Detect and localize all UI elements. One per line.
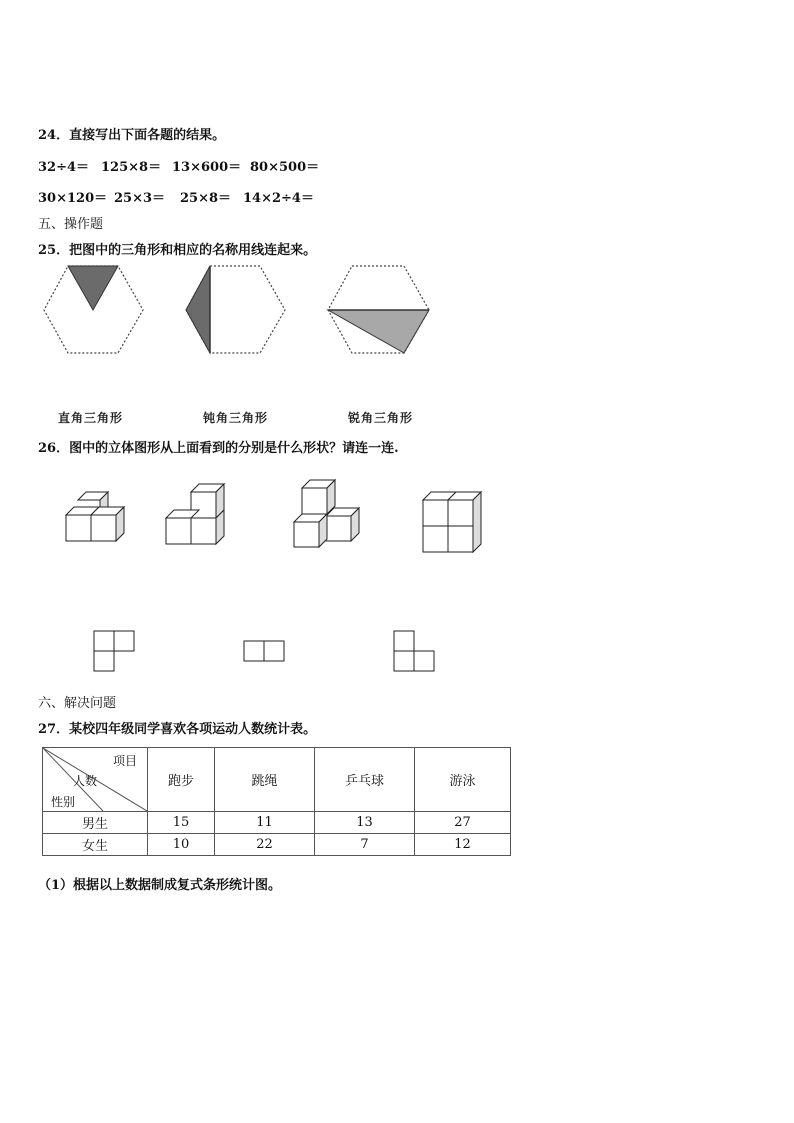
table-cell: 10 xyxy=(148,834,215,856)
column-header: 跳绳 xyxy=(215,748,315,812)
corner-bottom-label: 性别 xyxy=(51,795,76,809)
hexagon-2 xyxy=(186,266,285,353)
expr: 25×3＝ xyxy=(114,191,166,206)
solid-3 xyxy=(294,480,359,547)
hexagon-3 xyxy=(328,266,429,353)
sports-stats-table xyxy=(42,747,511,856)
label-obtuse-triangle: 钝角三角形 xyxy=(203,411,269,425)
top-views xyxy=(90,628,440,676)
diagonal-header-cell xyxy=(43,748,148,812)
hexagon-1 xyxy=(44,266,143,353)
right-triangle-shape xyxy=(68,266,118,310)
table-cell: 27 xyxy=(415,812,511,834)
table-row xyxy=(43,834,511,856)
expr: 32÷4＝ xyxy=(38,160,90,175)
column-header: 跑步 xyxy=(148,748,215,812)
q25-title: 25．把图中的三角形和相应的名称用线连起来。 xyxy=(38,243,317,258)
top-view-1 xyxy=(94,631,134,671)
label-right-triangle: 直角三角形 xyxy=(58,411,124,425)
table-cell: 15 xyxy=(148,812,215,834)
q27-subquestion-1: （1）根据以上数据制成复式条形统计图。 xyxy=(38,878,282,893)
corner-top-label: 项目 xyxy=(112,754,137,768)
section-heading: 六、解决问题 xyxy=(38,696,117,711)
label-acute-triangle: 锐角三角形 xyxy=(348,411,414,425)
corner-mid-label: 人数 xyxy=(73,774,98,788)
hexagon-figures xyxy=(40,262,440,362)
q27-title: 27．某校四年级同学喜欢各项运动人数统计表。 xyxy=(38,722,317,737)
row-label: 女生 xyxy=(43,834,148,856)
solid-1 xyxy=(66,492,124,541)
q24-title: 24．直接写出下面各题的结果。 xyxy=(38,128,226,143)
table-cell: 12 xyxy=(415,834,511,856)
table-cell: 7 xyxy=(315,834,415,856)
table-cell: 22 xyxy=(215,834,315,856)
row-label: 男生 xyxy=(43,812,148,834)
solid-4 xyxy=(423,492,481,552)
expr: 125×8＝ xyxy=(101,160,162,175)
section-heading: 五、操作题 xyxy=(38,217,104,232)
column-header: 乒乓球 xyxy=(315,748,415,812)
acute-triangle-shape xyxy=(328,310,429,353)
expr: 30×120＝ xyxy=(38,191,108,206)
table-row xyxy=(43,812,511,834)
expr: 14×2÷4＝ xyxy=(243,191,314,206)
table-cell: 13 xyxy=(315,812,415,834)
column-header: 游泳 xyxy=(415,748,511,812)
expr: 13×600＝ xyxy=(172,160,242,175)
q26-title: 26．图中的立体图形从上面看到的分别是什么形状？请连一连. xyxy=(38,441,399,456)
cube-solids xyxy=(60,478,490,558)
top-view-2 xyxy=(244,641,284,661)
solid-2 xyxy=(166,484,224,544)
top-view-3 xyxy=(394,631,434,671)
table-cell: 11 xyxy=(215,812,315,834)
expr: 80×500＝ xyxy=(250,160,320,175)
expr: 25×8＝ xyxy=(180,191,232,206)
obtuse-triangle-shape xyxy=(186,266,210,353)
